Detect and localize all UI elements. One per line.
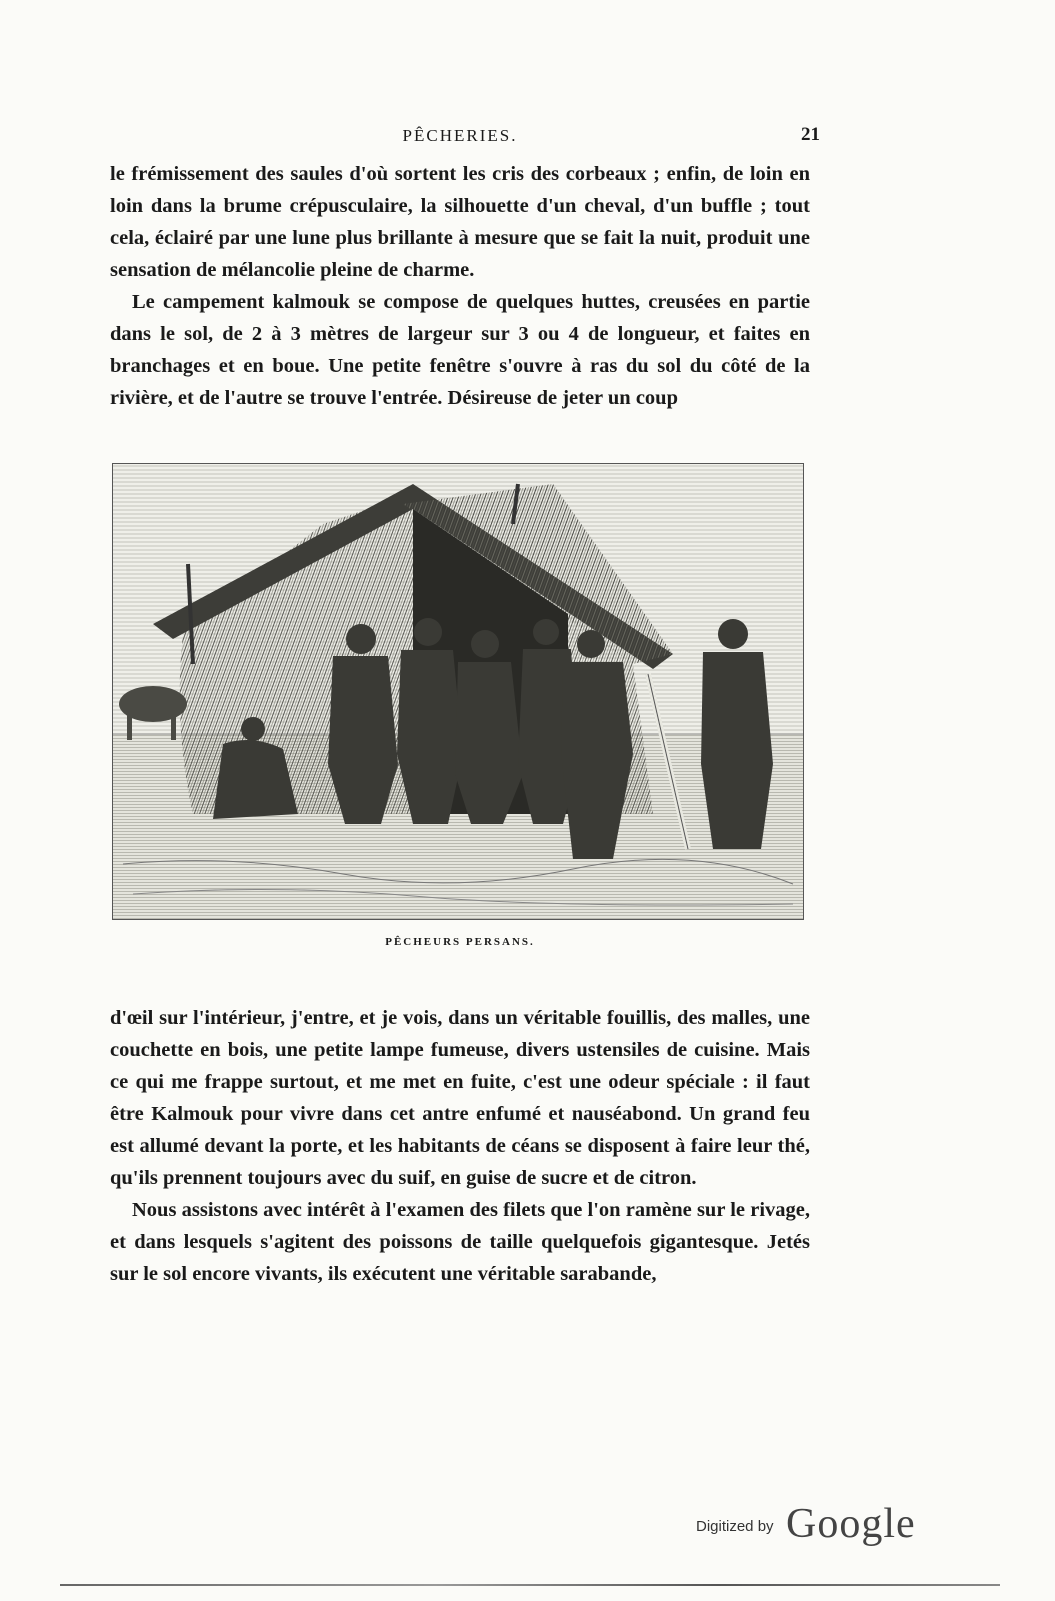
engraving-drawing: [113, 464, 803, 919]
paragraph: Le campement kalmouk se compose de quelques huttes, creusées en partie dans le sol, de 2 à 3 mètres de largeur sur 3 ou 4 de longueur, et faites en branchages et en boue. Une petite fenêtre s'ouvre à ras du sol du côté de la rivière, et de l'autre se trouve l'entrée. Désireuse de jeter un coup: [110, 291, 810, 409]
figure-caption: PÊCHEURS PERSANS.: [385, 936, 535, 948]
running-title: PÊCHERIES.: [402, 126, 518, 145]
paragraph: Nous assistons avec intérêt à l'examen des filets que l'on ramène sur le rivage, et dans lesquels s'agitent des poissons de taille quelquefois gigantesque. Jetés sur le sol encore vivants, ils exécutent une véritable sarabande,: [110, 1199, 810, 1285]
page-edge-rule: [60, 1584, 1000, 1586]
google-logo: Google: [786, 1501, 916, 1547]
page-number: 21: [801, 124, 820, 145]
body-text-top: [110, 158, 810, 414]
body-text-bottom: [110, 1002, 810, 1290]
digitized-watermark: [696, 1500, 936, 1550]
engraving-illustration: [112, 463, 804, 920]
paragraph: d'œil sur l'intérieur, j'entre, et je vois, dans un véritable fouillis, des malles, une couchette en bois, une petite lampe fumeuse, divers ustensiles de cuisine. Mais ce qui me frappe surtout, et me met en fuite, c'est une odeur spéciale : il faut être Kalmouk pour vivre dans cet antre enfumé et nauséabond. Un grand feu est allumé devant la porte, et les habitants de céans se disposent à faire leur thé, qu'ils prennent toujours avec du suif, en guise de sucre et de citron.: [110, 1007, 810, 1189]
running-head: [110, 122, 820, 152]
paragraph: le frémissement des saules d'où sortent les cris des corbeaux ; enfin, de loin en loin dans la brume crépusculaire, la silhouette d'un cheval, d'un buffle ; tout cela, éclairé par une lune plus brillante à mesure que se fait la nuit, produit une sensation de mélancolie pleine de charme.: [110, 163, 810, 281]
digitized-label: Digitized by: [696, 1518, 774, 1535]
